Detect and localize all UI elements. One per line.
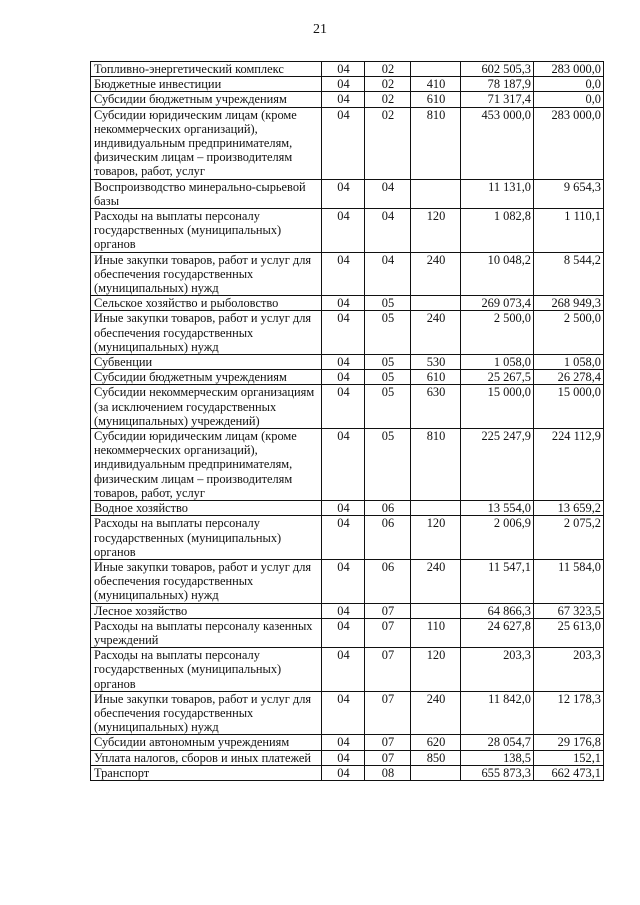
amount-year1-cell: 10 048,2: [461, 252, 534, 296]
expense-type-code-cell: [411, 296, 461, 311]
expense-type-code-cell: 610: [411, 92, 461, 107]
expense-type-code-cell: 240: [411, 559, 461, 603]
expense-type-code-cell: [411, 765, 461, 780]
section-code-cell: 04: [322, 179, 365, 208]
amount-year1-cell: 1 082,8: [461, 209, 534, 253]
subsection-code-cell: 02: [365, 107, 411, 179]
expense-name-cell: Иные закупки товаров, работ и услуг для обеспечения государственных (муниципальных) нужд: [91, 311, 322, 355]
section-code-cell: 04: [322, 62, 365, 77]
amount-year1-cell: 453 000,0: [461, 107, 534, 179]
expense-type-code-cell: 620: [411, 735, 461, 750]
amount-year1-cell: 602 505,3: [461, 62, 534, 77]
table-row: [91, 765, 604, 780]
table-row: [91, 603, 604, 618]
amount-year1-cell: 11 842,0: [461, 691, 534, 735]
section-code-cell: 04: [322, 355, 365, 370]
amount-year1-cell: 1 058,0: [461, 355, 534, 370]
subsection-code-cell: 02: [365, 77, 411, 92]
table-row: [91, 179, 604, 208]
section-code-cell: 04: [322, 750, 365, 765]
section-code-cell: 04: [322, 209, 365, 253]
table-row: [91, 559, 604, 603]
subsection-code-cell: 04: [365, 179, 411, 208]
expense-name-cell: Иные закупки товаров, работ и услуг для обеспечения государственных (муниципальных) нужд: [91, 559, 322, 603]
amount-year1-cell: 71 317,4: [461, 92, 534, 107]
amount-year2-cell: 15 000,0: [534, 385, 604, 429]
amount-year2-cell: 1 110,1: [534, 209, 604, 253]
table-row: [91, 252, 604, 296]
amount-year2-cell: 268 949,3: [534, 296, 604, 311]
table-row: [91, 92, 604, 107]
section-code-cell: 04: [322, 691, 365, 735]
expense-name-cell: Топливно-энергетический комплекс: [91, 62, 322, 77]
table-row: [91, 648, 604, 692]
expense-type-code-cell: 240: [411, 311, 461, 355]
table-row: [91, 107, 604, 179]
subsection-code-cell: 08: [365, 765, 411, 780]
amount-year2-cell: 12 178,3: [534, 691, 604, 735]
amount-year2-cell: 29 176,8: [534, 735, 604, 750]
amount-year2-cell: 1 058,0: [534, 355, 604, 370]
expense-name-cell: Уплата налогов, сборов и иных платежей: [91, 750, 322, 765]
amount-year1-cell: 15 000,0: [461, 385, 534, 429]
amount-year1-cell: 11 131,0: [461, 179, 534, 208]
budget-table-body: [91, 62, 604, 781]
section-code-cell: 04: [322, 296, 365, 311]
amount-year1-cell: 269 073,4: [461, 296, 534, 311]
section-code-cell: 04: [322, 603, 365, 618]
table-row: [91, 62, 604, 77]
subsection-code-cell: 02: [365, 92, 411, 107]
subsection-code-cell: 05: [365, 385, 411, 429]
subsection-code-cell: 02: [365, 62, 411, 77]
expense-type-code-cell: 240: [411, 252, 461, 296]
subsection-code-cell: 07: [365, 750, 411, 765]
expense-type-code-cell: 110: [411, 618, 461, 647]
amount-year2-cell: 9 654,3: [534, 179, 604, 208]
subsection-code-cell: 07: [365, 691, 411, 735]
table-row: [91, 618, 604, 647]
section-code-cell: 04: [322, 252, 365, 296]
subsection-code-cell: 07: [365, 618, 411, 647]
table-row: [91, 296, 604, 311]
expense-type-code-cell: [411, 179, 461, 208]
expense-type-code-cell: 120: [411, 516, 461, 560]
expense-type-code-cell: 120: [411, 209, 461, 253]
subsection-code-cell: 07: [365, 648, 411, 692]
expense-type-code-cell: 530: [411, 355, 461, 370]
amount-year2-cell: 152,1: [534, 750, 604, 765]
expense-name-cell: Бюджетные инвестиции: [91, 77, 322, 92]
table-row: [91, 370, 604, 385]
amount-year2-cell: 224 112,9: [534, 429, 604, 501]
subsection-code-cell: 07: [365, 603, 411, 618]
amount-year1-cell: 11 547,1: [461, 559, 534, 603]
amount-year1-cell: 13 554,0: [461, 501, 534, 516]
section-code-cell: 04: [322, 311, 365, 355]
subsection-code-cell: 05: [365, 370, 411, 385]
subsection-code-cell: 07: [365, 735, 411, 750]
amount-year2-cell: 203,3: [534, 648, 604, 692]
subsection-code-cell: 06: [365, 516, 411, 560]
expense-name-cell: Транспорт: [91, 765, 322, 780]
expense-name-cell: Субсидии юридическим лицам (кроме некоммерческих организаций), индивидуальным предпринимателям, физическим лицам – производителям товаров, работ, услуг: [91, 107, 322, 179]
section-code-cell: 04: [322, 501, 365, 516]
table-row: [91, 355, 604, 370]
subsection-code-cell: 05: [365, 296, 411, 311]
expense-type-code-cell: [411, 62, 461, 77]
expense-name-cell: Воспроизводство минерально-сырьевой базы: [91, 179, 322, 208]
amount-year1-cell: 28 054,7: [461, 735, 534, 750]
amount-year2-cell: 25 613,0: [534, 618, 604, 647]
table-row: [91, 429, 604, 501]
table-row: [91, 501, 604, 516]
section-code-cell: 04: [322, 370, 365, 385]
expense-name-cell: Расходы на выплаты персоналу государственных (муниципальных) органов: [91, 516, 322, 560]
section-code-cell: 04: [322, 516, 365, 560]
expense-type-code-cell: [411, 501, 461, 516]
section-code-cell: 04: [322, 735, 365, 750]
section-code-cell: 04: [322, 618, 365, 647]
amount-year1-cell: 225 247,9: [461, 429, 534, 501]
expense-name-cell: Расходы на выплаты персоналу государственных (муниципальных) органов: [91, 209, 322, 253]
expense-name-cell: Лесное хозяйство: [91, 603, 322, 618]
expense-name-cell: Сельское хозяйство и рыболовство: [91, 296, 322, 311]
amount-year2-cell: 26 278,4: [534, 370, 604, 385]
expense-type-code-cell: 630: [411, 385, 461, 429]
table-row: [91, 77, 604, 92]
amount-year2-cell: 13 659,2: [534, 501, 604, 516]
table-row: [91, 516, 604, 560]
amount-year1-cell: 78 187,9: [461, 77, 534, 92]
expense-name-cell: Субвенции: [91, 355, 322, 370]
expense-type-code-cell: [411, 603, 461, 618]
expense-name-cell: Расходы на выплаты персоналу государственных (муниципальных) органов: [91, 648, 322, 692]
subsection-code-cell: 04: [365, 252, 411, 296]
expense-name-cell: Иные закупки товаров, работ и услуг для обеспечения государственных (муниципальных) нужд: [91, 691, 322, 735]
section-code-cell: 04: [322, 77, 365, 92]
subsection-code-cell: 06: [365, 559, 411, 603]
amount-year2-cell: 283 000,0: [534, 62, 604, 77]
expense-type-code-cell: 240: [411, 691, 461, 735]
section-code-cell: 04: [322, 92, 365, 107]
budget-table: [90, 61, 604, 781]
expense-type-code-cell: 120: [411, 648, 461, 692]
amount-year1-cell: 24 627,8: [461, 618, 534, 647]
expense-type-code-cell: 810: [411, 107, 461, 179]
subsection-code-cell: 05: [365, 311, 411, 355]
table-row: [91, 385, 604, 429]
amount-year2-cell: 2 075,2: [534, 516, 604, 560]
expense-name-cell: Субсидии юридическим лицам (кроме некоммерческих организаций), индивидуальным предпринимателям, физическим лицам – производителям товаров, работ, услуг: [91, 429, 322, 501]
table-row: [91, 691, 604, 735]
amount-year1-cell: 2 500,0: [461, 311, 534, 355]
subsection-code-cell: 05: [365, 355, 411, 370]
expense-name-cell: Расходы на выплаты персоналу казенных учреждений: [91, 618, 322, 647]
amount-year1-cell: 25 267,5: [461, 370, 534, 385]
expense-type-code-cell: 850: [411, 750, 461, 765]
amount-year2-cell: 2 500,0: [534, 311, 604, 355]
amount-year1-cell: 655 873,3: [461, 765, 534, 780]
amount-year1-cell: 138,5: [461, 750, 534, 765]
table-row: [91, 735, 604, 750]
expense-type-code-cell: 410: [411, 77, 461, 92]
section-code-cell: 04: [322, 429, 365, 501]
amount-year2-cell: 283 000,0: [534, 107, 604, 179]
subsection-code-cell: 05: [365, 429, 411, 501]
expense-name-cell: Субсидии бюджетным учреждениям: [91, 92, 322, 107]
section-code-cell: 04: [322, 107, 365, 179]
amount-year1-cell: 203,3: [461, 648, 534, 692]
section-code-cell: 04: [322, 385, 365, 429]
expense-name-cell: Водное хозяйство: [91, 501, 322, 516]
table-row: [91, 209, 604, 253]
table-row: [91, 750, 604, 765]
expense-type-code-cell: 810: [411, 429, 461, 501]
expense-name-cell: Субсидии некоммерческим организациям (за исключением государственных (муниципальных) учреждений): [91, 385, 322, 429]
amount-year2-cell: 0,0: [534, 92, 604, 107]
section-code-cell: 04: [322, 559, 365, 603]
amount-year2-cell: 8 544,2: [534, 252, 604, 296]
section-code-cell: 04: [322, 765, 365, 780]
section-code-cell: 04: [322, 648, 365, 692]
page-number: 21: [313, 22, 327, 37]
amount-year1-cell: 64 866,3: [461, 603, 534, 618]
amount-year2-cell: 662 473,1: [534, 765, 604, 780]
amount-year2-cell: 67 323,5: [534, 603, 604, 618]
amount-year2-cell: 0,0: [534, 77, 604, 92]
amount-year1-cell: 2 006,9: [461, 516, 534, 560]
subsection-code-cell: 06: [365, 501, 411, 516]
subsection-code-cell: 04: [365, 209, 411, 253]
table-row: [91, 311, 604, 355]
expense-name-cell: Субсидии автономным учреждениям: [91, 735, 322, 750]
expense-name-cell: Иные закупки товаров, работ и услуг для обеспечения государственных (муниципальных) нужд: [91, 252, 322, 296]
amount-year2-cell: 11 584,0: [534, 559, 604, 603]
expense-name-cell: Субсидии бюджетным учреждениям: [91, 370, 322, 385]
expense-type-code-cell: 610: [411, 370, 461, 385]
